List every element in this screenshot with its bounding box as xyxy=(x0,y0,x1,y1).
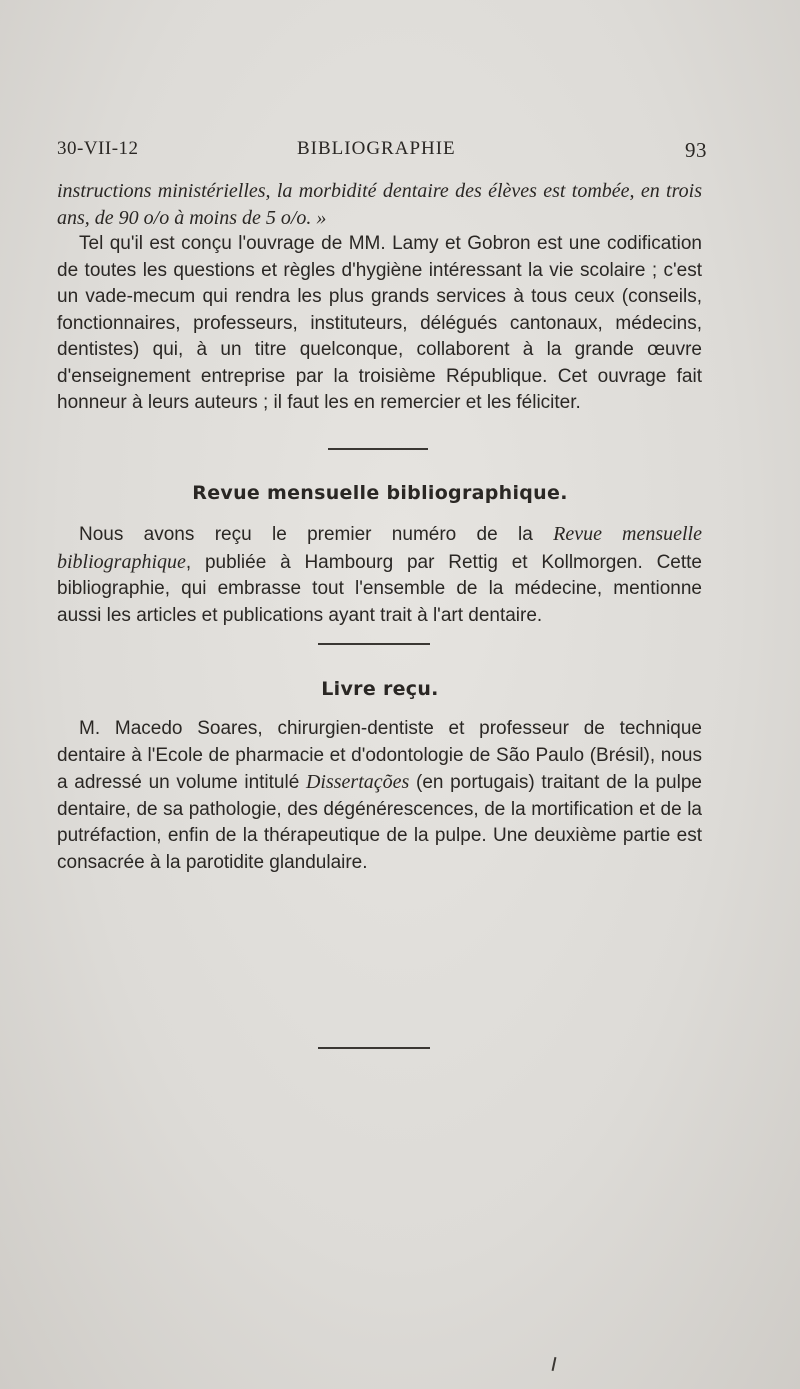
revue-title-italic: Revue mensuelle bibliographique xyxy=(57,523,702,573)
revue-text-start: Nous avons reçu le premier numéro de la xyxy=(79,524,554,545)
section-revue-mensuelle xyxy=(57,521,702,629)
section-hygiene-review xyxy=(57,178,702,417)
header-date: 30-VII-12 xyxy=(57,138,139,159)
running-header xyxy=(57,138,707,168)
header-title: BIBLIOGRAPHIE xyxy=(297,138,456,159)
livre-text-end: (en portugais) traitant de la pulpe dentaire, de sa pathologie, des dégénérescences, de la mortification et de la putréfaction, enfin de la thérapeutique de la pulpe. Une deuxième partie est consacrée à la parotidite glandulaire. xyxy=(57,772,702,873)
review-paragraph: Tel qu'il est conçu l'ouvrage de MM. Lamy et Gobron est une codification de toutes les questions et règles d'hygiène intéressant la vie scolaire ; c'est un vade-mecum qui rendra les plus grands services à tous ceux (conseils, fonctionnaires, professeurs, instituteurs, délégués cantonaux, médecins, dentistes) qui, à un titre quelconque, collaborent à la grande œuvre d'enseignement entreprise par la troisième République. Cet ouvrage fait honneur à leurs auteurs ; il faut les en remercier et les féliciter. xyxy=(57,233,702,413)
section-divider xyxy=(318,643,430,645)
section-livre-recu xyxy=(57,716,702,876)
livre-title-italic: Dissertações xyxy=(305,771,410,793)
quoted-continuation: instructions ministérielles, la morbidité dentaire des élèves est tombée, en trois ans, de 90 o/o à moins de 5 o/o. » xyxy=(57,180,702,229)
heading-livre-recu: Livre reçu. xyxy=(321,678,439,700)
heading-revue-mensuelle: Revue mensuelle bibliographique. xyxy=(192,482,568,504)
livre-text-start: M. Macedo Soares, chirurgien-dentiste et professeur de technique dentaire à l'Ecole de pharmacie et d'odontologie de São Paulo (Brésil), nous a adressé un volume intitulé xyxy=(57,718,702,793)
livre-paragraph xyxy=(57,716,702,876)
revue-text-end: , publiée à Hambourg par Rettig et Kollmorgen. Cette bibliographie, qui embrasse tout l'ensemble de la médecine, mentionne aussi les articles et publications ayant trait à l'art dentaire. xyxy=(57,551,702,626)
end-rule xyxy=(318,1047,430,1049)
stray-mark xyxy=(552,1357,557,1371)
revue-paragraph xyxy=(57,521,702,629)
section-divider xyxy=(328,448,428,450)
page-number: 93 xyxy=(685,138,707,162)
